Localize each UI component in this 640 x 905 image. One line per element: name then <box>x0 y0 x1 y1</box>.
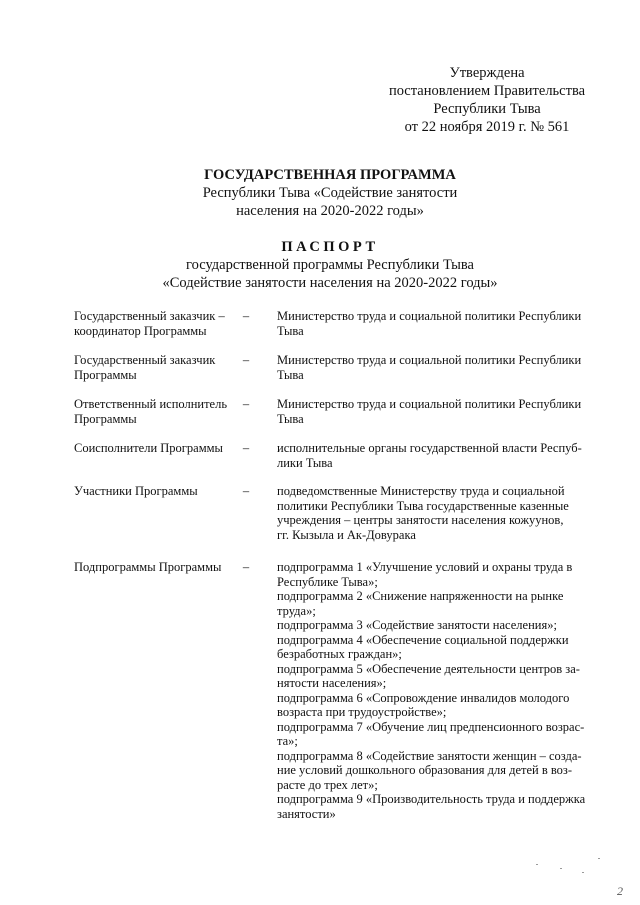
passport-title: ПАСПОРТ <box>281 239 379 255</box>
row-label: Подпрограммы Программы <box>74 560 222 574</box>
subprogram-line: подпрограмма 4 «Обеспечение социальной поддержки <box>277 632 569 647</box>
row-value <box>277 484 599 542</box>
row-label <box>74 353 242 382</box>
approval-line: от 22 ноября 2019 г. № 561 <box>404 119 570 135</box>
subprogram-line: нятости населения»; <box>277 676 387 690</box>
subprogram-line: подпрограмма 7 «Обучение лиц предпенсионного возрас- <box>277 719 585 734</box>
subprogram-line: подпрограмма 6 «Сопровождение инвалидов молодого <box>277 690 570 705</box>
subprogram-line: та»; <box>277 734 298 748</box>
row-value-line: политики Республики Тыва государственные казенные <box>277 498 569 513</box>
subprogram-line: подпрограмма 5 «Обеспечение деятельности центров за- <box>277 661 580 676</box>
row-dash: – <box>242 309 250 323</box>
subprogram-line: подпрограмма 1 «Улучшение условий и охраны труда в <box>277 560 573 574</box>
passport-subtitle-line: государственной программы Республики Тыва <box>186 257 474 273</box>
row-value-line: Тыва <box>277 323 304 338</box>
row-value <box>277 309 599 338</box>
row-value <box>277 441 599 470</box>
subprogram-item <box>277 691 599 720</box>
row-value-line: Тыва <box>277 411 304 426</box>
row-value-line: лики Тыва <box>277 455 333 470</box>
subprogram-line: подпрограмма 2 «Снижение напряженности на рынке <box>277 589 564 603</box>
row-label-line: Ответственный исполнитель <box>74 397 228 411</box>
passport-subtitle-line: «Содействие занятости населения на 2020-2022 годы» <box>162 275 498 291</box>
subprogram-item <box>277 749 599 793</box>
row-label-line: Соисполнители Программы <box>74 441 223 455</box>
page-number: 2 <box>617 884 623 898</box>
row-dash: – <box>242 484 250 498</box>
subprogram-line: расте до трех лет»; <box>277 777 378 792</box>
row-dash: – <box>242 397 250 411</box>
row-label-line: Государственный заказчик – <box>74 309 225 323</box>
row-label-line: координатор Программы <box>74 323 207 338</box>
row-value-line: учреждения – центры занятости населения кожуунов, <box>277 513 564 527</box>
program-subtitle-line: Республики Тыва «Содействие занятости <box>202 185 458 201</box>
subprogram-list <box>277 560 599 821</box>
subprogram-line: подпрограмма 9 «Производительность труда и поддержка <box>277 792 586 806</box>
approval-line: Утверждена <box>449 65 525 81</box>
row-value-line: Министерство труда и социальной политики Республики <box>277 353 582 367</box>
subprogram-item <box>277 662 599 691</box>
subprogram-item <box>277 720 599 749</box>
row-label <box>74 441 242 456</box>
program-title: ГОСУДАРСТВЕННАЯ ПРОГРАММА <box>204 167 456 183</box>
subprogram-line: занятости» <box>277 806 336 821</box>
subprogram-line: возраста при трудоустройстве»; <box>277 705 447 719</box>
subprogram-item <box>277 633 599 662</box>
scan-speck <box>560 868 562 869</box>
approval-line: постановлением Правительства <box>388 83 586 99</box>
subprogram-line: труда»; <box>277 603 316 618</box>
subprogram-item <box>277 792 599 821</box>
row-label-line: Государственный заказчик <box>74 353 216 367</box>
row-value-line: Министерство труда и социальной политики Республики <box>277 309 582 323</box>
subprogram-item <box>277 560 599 589</box>
row-value-line: Тыва <box>277 367 304 382</box>
approval-line: Республики Тыва <box>433 101 541 117</box>
row-value-line: Министерство труда и социальной политики Республики <box>277 397 582 411</box>
subprogram-item <box>277 618 599 633</box>
row-dash: – <box>242 353 250 367</box>
row-value <box>277 353 599 382</box>
row-label-line: Участники Программы <box>74 484 198 498</box>
row-value-line: исполнительные органы государственной власти Респуб- <box>277 441 582 455</box>
subprogram-line: безработных граждан»; <box>277 647 402 661</box>
row-value-line: подведомственные Министерству труда и социальной <box>277 484 565 498</box>
subprogram-line: подпрограмма 3 «Содействие занятости населения»; <box>277 618 557 632</box>
program-subtitle-line: населения на 2020-2022 годы» <box>236 203 424 219</box>
scan-speck <box>536 864 538 865</box>
scan-speck <box>582 872 584 873</box>
subprogram-line: подпрограмма 8 «Содействие занятости женщин – созда- <box>277 748 582 763</box>
row-label <box>74 309 242 338</box>
row-dash: – <box>242 560 250 574</box>
row-label <box>74 397 242 426</box>
subprogram-item <box>277 589 599 618</box>
scan-speck <box>598 858 600 859</box>
subprogram-line: Республике Тыва»; <box>277 574 378 589</box>
row-label <box>74 484 242 499</box>
row-value-line: гг. Кызыла и Ак-Довурака <box>277 527 416 542</box>
row-label-line: Программы <box>74 367 137 382</box>
row-label-line: Программы <box>74 411 137 426</box>
row-value <box>277 397 599 426</box>
row-dash: – <box>242 441 250 455</box>
subprogram-line: ние условий дошкольного образования для детей в воз- <box>277 763 573 777</box>
